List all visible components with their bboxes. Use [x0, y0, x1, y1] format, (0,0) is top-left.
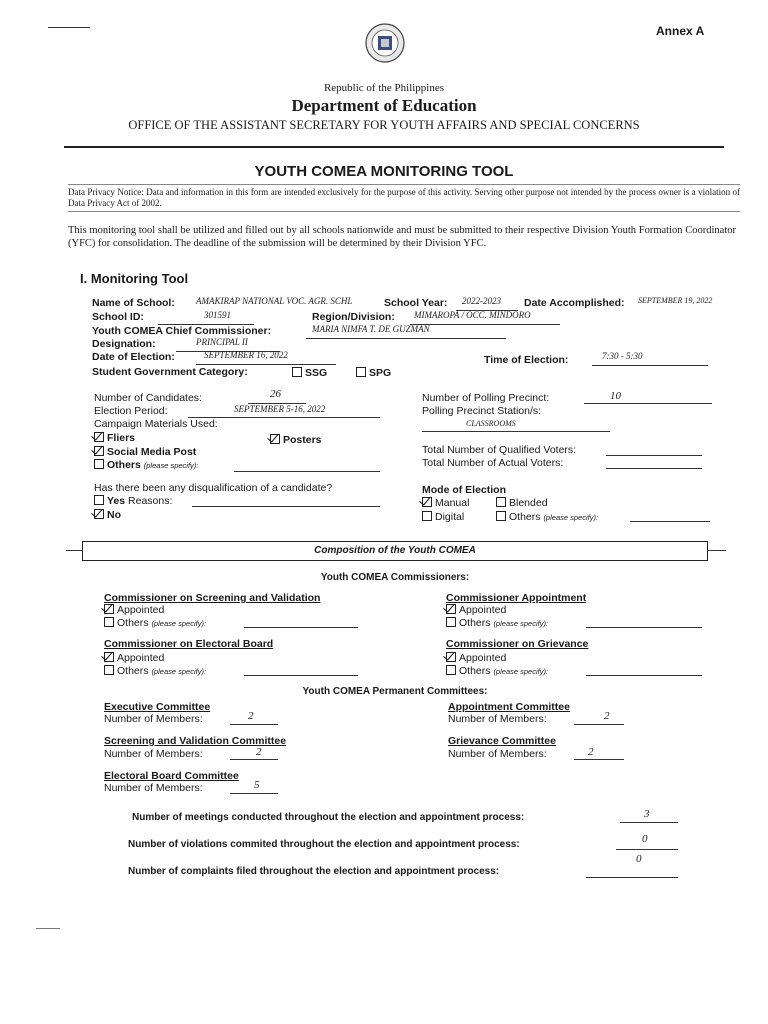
please-specify: (please specify): [143, 461, 199, 470]
grievance-others-label: Others [459, 665, 491, 677]
composition-banner-text: Composition of the Youth COMEA [314, 545, 476, 556]
manual-label: Manual [435, 497, 470, 509]
electoral-others-label: Others [117, 665, 149, 677]
complaints-value[interactable]: 0 [636, 853, 642, 865]
privacy-notice-text: Data Privacy Notice: Data and information in this form are intended exclusively for the purpose of this activity. Serving other purpose not intended by the process owner is a violation of Data Privacy Act of 2002. [68, 187, 740, 208]
school-name-value[interactable]: AMAKIRAP NATIONAL VOC. AGR. SCHL [196, 296, 353, 306]
spg-checkbox[interactable] [356, 367, 366, 377]
appointment-members-value[interactable]: 2 [604, 710, 610, 722]
executive-members-value[interactable]: 2 [248, 710, 254, 722]
complaints-line [586, 877, 678, 878]
intro-paragraph: This monitoring tool shall be utilized and filled out by all schools nationwide and must be submitted to their respective Division Youth Formation Coordinator (YFC) for consolidation. The deadline of the submission will be determined by their Division YFC. [68, 225, 736, 249]
electoral-please-specify: (please specify): [151, 667, 207, 676]
appointment-others-line [586, 627, 702, 628]
grievance-members-value[interactable]: 2 [588, 746, 594, 758]
mode-others-label: Others [509, 511, 541, 523]
meetings-line [620, 822, 678, 823]
electoral-others-option[interactable] [104, 665, 206, 677]
grievance-members-label: Number of Members: [448, 748, 547, 760]
region-label: Region/Division: [312, 311, 395, 323]
grievance-members-line [574, 759, 624, 760]
reasons-line [192, 506, 380, 507]
polling-precinct-line [584, 403, 712, 404]
election-date-line [196, 364, 336, 365]
date-accomplished-value[interactable]: SEPTEMBER 19, 2022 [638, 296, 713, 305]
screening-others-label: Others [117, 617, 149, 629]
composition-banner [82, 541, 708, 561]
grievance-appointed-option[interactable] [446, 652, 506, 664]
actual-voters-label: Total Number of Actual Voters: [422, 457, 564, 469]
election-time-value[interactable]: 7:30 - 5:30 [602, 351, 643, 361]
mode-label: Mode of Election [422, 484, 506, 496]
electoral-members-line [230, 793, 278, 794]
screening-appointed-checkbox[interactable] [104, 604, 114, 614]
violations-value[interactable]: 0 [642, 833, 648, 845]
appointment-appointed-checkbox[interactable] [446, 604, 456, 614]
grievance-please-specify: (please specify): [493, 667, 549, 676]
screening-others-line [244, 627, 358, 628]
others-option[interactable] [94, 459, 198, 471]
social-media-option[interactable] [94, 446, 196, 458]
electoral-commissioner-title: Commissioner on Electoral Board [104, 638, 274, 650]
appointment-appointed-option[interactable] [446, 604, 506, 616]
executive-committee-title: Executive Committee [104, 701, 211, 713]
reasons-label: Reasons: [128, 495, 173, 507]
manual-checkbox[interactable] [422, 497, 432, 507]
department-text: Department of Education [291, 96, 477, 115]
precinct-station-label: Polling Precinct Station/s: [422, 405, 542, 417]
electoral-members-value[interactable]: 5 [254, 779, 260, 791]
posters-option[interactable] [270, 434, 322, 446]
precinct-station-line [422, 431, 610, 432]
social-media-label: Social Media Post [107, 446, 197, 458]
qualified-voters-label: Total Number of Qualified Voters: [422, 444, 577, 456]
chief-value[interactable]: MARIA NIMFA T. DE GUZMAN [312, 324, 430, 334]
spg-label: SPG [369, 367, 392, 379]
electoral-members-label: Number of Members: [104, 782, 203, 794]
no-option[interactable] [94, 509, 121, 521]
grievance-appointed-checkbox[interactable] [446, 652, 456, 662]
scan-mark-bottom [36, 928, 60, 929]
banner-right-tick [708, 550, 726, 551]
disqualification-question: Has there been any disqualification of a candidate? [94, 482, 333, 494]
executive-members-label: Number of Members: [104, 713, 203, 725]
violations-line [616, 849, 678, 850]
screening-please-specify: (please specify): [151, 619, 207, 628]
designation-value[interactable]: PRINCIPAL II [196, 337, 248, 347]
appointment-others-option[interactable] [446, 617, 548, 629]
chief-line [306, 338, 506, 339]
appointment-committee-title: Appointment Committee [448, 701, 570, 713]
appointment-others-checkbox[interactable] [446, 617, 456, 627]
violations-label: Number of violations commited throughout the election and appointment process: [128, 839, 520, 850]
election-date-label: Date of Election: [92, 351, 175, 363]
others-checkbox[interactable] [94, 459, 104, 469]
complaints-label: Number of complaints filed throughout the election and appointment process: [128, 866, 500, 877]
date-accomplished-label: Date Accomplished: [524, 297, 625, 309]
appointment-please-specify: (please specify): [493, 619, 549, 628]
screening-others-option[interactable] [104, 617, 206, 629]
spg-option[interactable] [356, 367, 391, 379]
screening-committee-title: Screening and Validation Committee [104, 735, 287, 747]
grievance-commissioner-title: Commissioner on Grievance [446, 638, 589, 650]
electoral-appointed-option[interactable] [104, 652, 164, 664]
qualified-voters-line [606, 455, 702, 456]
posters-label: Posters [283, 434, 322, 446]
appointment-others-label: Others [459, 617, 491, 629]
electoral-others-checkbox[interactable] [104, 665, 114, 675]
office-text: OFFICE OF THE ASSISTANT SECRETARY FOR YOUTH AFFAIRS AND SPECIAL CONCERNS [128, 118, 640, 132]
annex-label: Annex A [656, 24, 705, 38]
school-year-label: School Year: [384, 297, 448, 309]
screening-appointed-option[interactable] [104, 604, 164, 616]
actual-voters-line [606, 468, 702, 469]
digital-checkbox[interactable] [422, 511, 432, 521]
period-value[interactable]: SEPTEMBER 5-16, 2022 [234, 404, 326, 414]
electoral-appointed-checkbox[interactable] [104, 652, 114, 662]
yes-label: Yes [107, 495, 126, 507]
meetings-value[interactable]: 3 [644, 808, 650, 820]
screening-members-line [230, 759, 278, 760]
posters-checkbox[interactable] [270, 434, 280, 444]
electoral-committee-title: Electoral Board Committee [104, 770, 239, 782]
election-date-value[interactable]: SEPTEMBER 16, 2022 [204, 350, 288, 360]
committees-title: Youth COMEA Permanent Committees: [302, 686, 488, 697]
no-checkbox[interactable] [94, 509, 104, 519]
social-media-checkbox[interactable] [94, 446, 104, 456]
grievance-others-option[interactable] [446, 665, 548, 677]
grievance-others-line [586, 675, 702, 676]
others-line [234, 471, 380, 472]
section-title: I. Monitoring Tool [80, 271, 189, 286]
blended-checkbox[interactable] [496, 497, 506, 507]
ssg-option[interactable] [292, 367, 327, 379]
electoral-others-line [244, 675, 358, 676]
screening-members-label: Number of Members: [104, 748, 203, 760]
yes-checkbox[interactable] [94, 495, 104, 505]
ssg-checkbox[interactable] [292, 367, 302, 377]
candidates-label: Number of Candidates: [94, 392, 202, 404]
others-label: Others [107, 459, 141, 471]
scan-mark [48, 27, 90, 28]
designation-label: Designation: [92, 338, 156, 350]
chief-label: Youth COMEA Chief Commissioner: [92, 325, 272, 337]
mode-others-line [630, 521, 710, 522]
screening-others-checkbox[interactable] [104, 617, 114, 627]
election-time-line [592, 365, 708, 366]
ssg-label: SSG [305, 367, 328, 379]
deped-seal-icon [364, 22, 406, 74]
screening-members-value[interactable]: 2 [256, 746, 262, 758]
privacy-notice [68, 184, 740, 212]
grievance-appointed-label: Appointed [459, 652, 507, 664]
appointment-members-line [574, 724, 624, 725]
screening-appointed-label: Appointed [117, 604, 165, 616]
banner-left-tick [66, 550, 82, 551]
fliers-option[interactable] [94, 432, 135, 444]
polling-precinct-label: Number of Polling Precinct: [422, 392, 550, 404]
sg-category-label: Student Government Category: [92, 366, 248, 378]
screening-commissioner-title: Commissioner on Screening and Validation [104, 592, 321, 604]
appointment-members-label: Number of Members: [448, 713, 547, 725]
period-label: Election Period: [94, 405, 168, 417]
mode-please-specify: (please specify): [543, 513, 599, 522]
meetings-label: Number of meetings conducted throughout the election and appointment process: [132, 812, 525, 823]
school-name-label: Name of School: [92, 297, 175, 309]
digital-option[interactable] [422, 511, 464, 523]
school-id-label: School ID: [92, 311, 144, 323]
appointment-appointed-label: Appointed [459, 604, 507, 616]
election-time-label: Time of Election: [484, 354, 569, 366]
candidates-value[interactable]: 26 [270, 388, 281, 400]
blended-label: Blended [509, 497, 548, 509]
header-divider [64, 146, 724, 148]
school-id-value[interactable]: 301591 [204, 310, 231, 320]
no-label: No [107, 509, 121, 521]
mode-others-checkbox[interactable] [496, 511, 506, 521]
materials-label: Campaign Materials Used: [94, 418, 218, 430]
mode-others-option[interactable] [496, 511, 598, 523]
electoral-appointed-label: Appointed [117, 652, 165, 664]
school-year-value[interactable]: 2022-2023 [462, 296, 501, 306]
manual-option[interactable] [422, 497, 469, 509]
region-value[interactable]: MIMAROPA / OCC. MINDORO [414, 310, 531, 320]
grievance-others-checkbox[interactable] [446, 665, 456, 675]
polling-precinct-value[interactable]: 10 [610, 390, 621, 402]
precinct-station-value[interactable]: CLASSROOMS [466, 419, 516, 428]
yes-option[interactable] [94, 495, 172, 507]
appointment-commissioner-title: Commissioner Appointment [446, 592, 587, 604]
fliers-label: Fliers [107, 432, 136, 444]
form-title: YOUTH COMEA MONITORING TOOL [254, 163, 514, 180]
fliers-checkbox[interactable] [94, 432, 104, 442]
republic-text: Republic of the Philippines [323, 82, 445, 94]
blended-option[interactable] [496, 497, 548, 509]
region-line [410, 324, 560, 325]
commissioners-title: Youth COMEA Commissioners: [320, 572, 470, 583]
executive-members-line [230, 724, 278, 725]
grievance-committee-title: Grievance Committee [448, 735, 556, 747]
digital-label: Digital [435, 511, 465, 523]
